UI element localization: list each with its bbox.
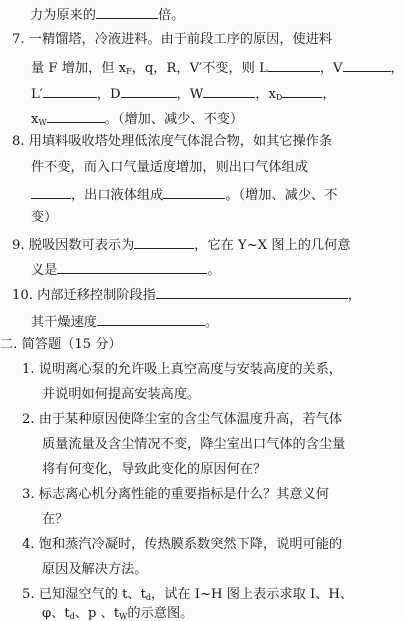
text-segment: ， [322,87,336,102]
text-segment: 质量流量及含尘情况不变，降尘室出口气体的含尘量 [42,437,346,452]
text-segment: φ、t [42,606,70,621]
text-line [22,538,342,551]
text-segment: ，V [319,61,343,76]
text-segment: 。 [204,315,219,330]
answer-blank[interactable] [97,313,205,326]
text-line [31,186,337,202]
text-segment: 9. 脱吸因数可表示为 [12,238,135,253]
text-line [31,85,336,102]
answer-blank[interactable] [203,85,255,98]
answer-blank[interactable] [43,85,97,98]
answer-blank[interactable] [282,85,322,98]
text-segment: 2. 由于某种原因使降尘室的含尘气体温度升高，若气体 [22,412,343,427]
text-segment: 、p 、t [74,606,120,621]
text-line [31,161,308,174]
subscript: d [69,612,75,621]
subscript: D [275,93,283,102]
text-segment: 1. 说明离心泵的允许吸上真空高度与安装高度的关系， [22,362,343,377]
text-segment: ，W [176,87,204,102]
text-line [0,338,122,351]
text-line [12,33,332,46]
answer-blank[interactable] [31,186,71,199]
text-line [22,488,329,501]
answer-blank[interactable] [96,6,158,19]
text-segment: 。 [207,263,221,278]
text-line [22,363,342,376]
answer-blank[interactable] [47,110,105,123]
subscript: F [126,67,132,76]
text-line [12,286,361,302]
answer-blank[interactable] [121,85,177,98]
text-segment: ，出口液体组成 [71,188,164,203]
text-segment: 。（增加、减少、不 [225,188,338,203]
text-segment: 二. 简答题（15 分） [0,337,122,352]
text-segment: 。（增加、减少、不变） [104,112,244,127]
text-line [42,563,148,576]
answer-blank[interactable] [156,286,348,299]
subscript: W [119,612,128,621]
subscript: W [38,118,47,127]
answer-blank[interactable] [134,236,194,249]
text-line [31,313,218,329]
text-segment: ，它在 Y~X 图上的几何意 [194,238,351,253]
text-segment: 3. 标志离心机分离性能的重要指标是什么？其意义何 [22,487,329,502]
text-segment: 并说明如何提高安装高度。 [42,387,201,402]
answer-blank[interactable] [57,261,207,274]
text-line [31,211,57,224]
text-segment: 变） [31,210,58,225]
text-line [42,388,200,401]
text-line [22,413,342,426]
text-segment: ，q，R，V′不变，则 L [131,61,268,76]
text-segment: ，试在 I~H 图上表示求取 I、H、 [151,587,354,602]
text-line [12,135,332,148]
text-segment: 力为原来的 [30,8,96,23]
text-line [42,438,345,451]
text-segment: 原因及解决方法。 [42,562,148,577]
text-segment: ， [390,61,404,76]
answer-blank[interactable] [163,186,225,199]
text-segment: ， [347,288,362,303]
text-line [31,261,221,277]
text-segment: 件不变，而入口气量适度增加，则出口气体组成 [31,160,308,175]
text-segment: ，x [255,87,276,102]
text-line [30,6,184,22]
text-segment: 8. 用填料吸收塔处理低浓度气体混合物，如其它操作条 [12,134,333,149]
text-segment: 其干燥速度 [31,315,97,330]
text-segment: 将有何变化，导致此变化的原因何在？ [42,462,267,477]
text-line [31,59,404,76]
subscript: d [145,593,152,602]
text-segment: 义是 [31,263,58,278]
text-segment: 4. 饱和蒸汽冷凝时，传热膜系数突然下降，说明可能的 [22,537,343,552]
text-line [42,607,193,621]
text-segment: 倍。 [157,8,185,23]
text-segment: ，D [96,87,121,102]
text-segment: 5. 已知湿空气的 t、t [22,587,146,602]
text-segment: x [31,112,39,127]
text-line [22,588,353,602]
text-line [42,463,266,476]
text-segment: 的示意图。 [127,606,194,621]
answer-blank[interactable] [343,59,391,72]
text-segment: L′ [31,87,43,102]
text-segment: 7. 一精馏塔，冷液进料。由于前段工序的原因，使进料 [12,32,333,47]
text-line [31,110,243,127]
text-segment: 量 F 增加，但 x [31,61,127,76]
answer-blank[interactable] [268,59,320,72]
text-line [42,513,68,526]
text-segment: 在？ [42,512,69,527]
text-segment: 10. 内部迁移控制阶段指 [12,288,156,303]
text-line [12,236,351,252]
